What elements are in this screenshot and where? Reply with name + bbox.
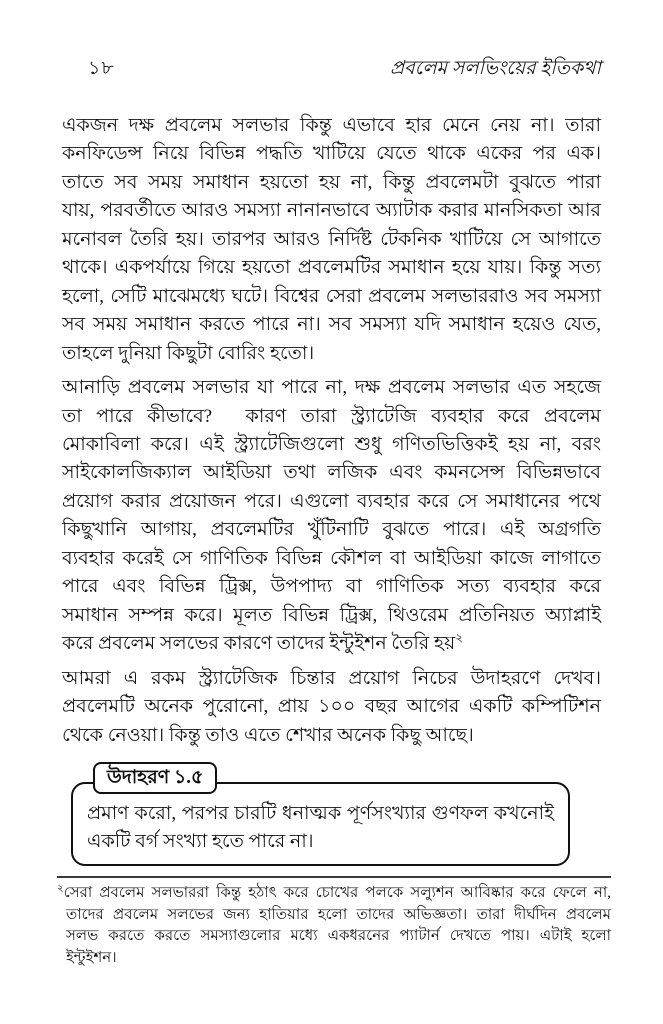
footnote-divider [57,876,611,878]
example-body [87,800,554,857]
body-line: তাহলে দুনিয়া কিছুটা বোরিং হতো। [62,342,315,364]
body-line-text: করে প্রবলেম সলভের কারণে তাদের ইন্টুইশন তৈরি হয় [62,633,456,655]
footnote-text: সেরা প্রবলেম সলভাররা কিন্তু হঠাৎ করে চোখের পলকে সল্যুশন আবিষ্কার করে ফেলে না, [63,885,611,901]
example-line: একটি বর্গ সংখ্যা হতে পারে না। [87,831,314,853]
body-line: মোকাবিলা করে। এই স্ট্র্যাটেজিগুলো শুধু গণিতভিত্তিকই হয় না, বরং [62,433,601,455]
body-line: প্রয়োগ করার প্রয়োজন পরে। এগুলো ব্যবহার করে সে সমাধানের পথে [62,490,601,512]
page-number: ১৮ [88,58,115,79]
body-line: তাতে সব সময় সমাধান হয়তো হয় না, কিন্তু প্রবলেমটা বুঝতে পারা [62,171,601,193]
body-line: ব্যবহার করেই সে গাণিতিক বিভিন্ন কৌশল বা আইডিয়া কাজে লাগাতে [62,547,601,569]
header-title: প্রবলেম সলভিংয়ের ইতিকথা [389,58,601,79]
body-line: প্রবলেমটি অনেক পুরোনো, প্রায় ১০০ বছর আগের একটি কম্পিটিশন [62,696,601,718]
paragraph-2 [62,374,601,659]
body-line: সব সময় সমাধান করতে পারে না। সব সমস্যা যদি সমাধান হয়েও যেত, [62,314,601,336]
footnote [57,876,611,969]
body-line: হলো, সেটি মাঝেমধ্যে ঘটে। বিশ্বের সেরা প্রবলেম সলভাররাও সব সমস্যা [62,285,601,307]
running-header [62,54,601,84]
footnote-line [57,883,611,905]
example-box [71,766,570,866]
body-line: কনফিডেন্স নিয়ে বিভিন্ন পদ্ধতি খাটিয়ে যেতে থাকে একের পর এক। [62,143,601,165]
paragraph-3 [62,665,601,750]
body-line: যায়, পরবর্তীতে আরও সমস্যা নানানভাবে অ্যাটাক করার মানসিকতা আর [62,200,601,222]
body-line: থাকে। একপর্যায়ে গিয়ে হয়তো প্রবলেমটির সমাধান হয়ে যায়। কিন্তু সত্য [62,257,601,279]
body-line: মনোবল তৈরি হয়। তারপর আরও নির্দিষ্ট টেকনিক খাটিয়ে সে আগাতে [62,228,601,250]
paragraph-1 [62,112,601,368]
page-body [62,112,601,866]
body-line: আনাড়ি প্রবলেম সলভার যা পারে না, দক্ষ প্রবলেম সলভার এত সহজে [62,377,601,399]
example-line: প্রমাণ করো, পরপর চারটি ধনাত্মক পূর্ণসংখ্যার গুণফল কখনোই [87,802,554,824]
body-line: সাইকোলজিক্যাল আইডিয়া তথা লজিক এবং কমনসেন্স বিভিন্নভাবে [62,462,601,484]
footnote-marker: ২ [57,883,64,894]
body-line: আমরা এ রকম স্ট্র্যাটেজিক চিন্তার প্রয়োগ নিচের উদাহরণে দেখব। [62,667,601,689]
body-line: পারে এবং বিভিন্ন ট্রিক্স, উপপাদ্য বা গাণিতিক সত্য ব্যবহার করে [62,576,601,598]
footnote-line: তাদের প্রবলেম সলভের জন্য হাতিয়ার হলো তাদের অভিজ্ঞতা। তারা দীর্ঘদিন প্রবলেম [66,906,611,923]
footnote-line: ইন্টুইশন। [66,949,117,966]
body-line: তা পারে কীভাবে? কারণ তারা স্ট্র্যাটেজি ব্যবহার করে প্রবলেম [62,405,601,427]
footnote-line: সলভ করতে করতে সমস্যাগুলোর মধ্যে একধরনের প্যাটার্ন দেখতে পায়। এটাই হলো [66,928,611,945]
body-line: সমাধান সম্পন্ন করে। মূলত বিভিন্ন ট্রিক্স, থিওরেম প্রতিনিয়ত অ্যাপ্লাই [62,604,601,626]
body-line-with-footnote-ref [62,630,601,658]
body-line: কিছুখানি আগায়, প্রবলেমটির খুঁটিনাটি বুঝতে পারে। এই অগ্রগতি [62,519,601,541]
body-line: একজন দক্ষ প্রবলেম সলভার কিন্তু এভাবে হার মেনে নেয় না। তারা [62,115,601,136]
body-line: থেকে নেওয়া। কিন্তু তাও এতে শেখার অনেক কিছু আছে। [62,724,474,746]
example-label: উদাহরণ ১.৫ [93,762,217,794]
footnote-reference: ২ [455,631,463,645]
